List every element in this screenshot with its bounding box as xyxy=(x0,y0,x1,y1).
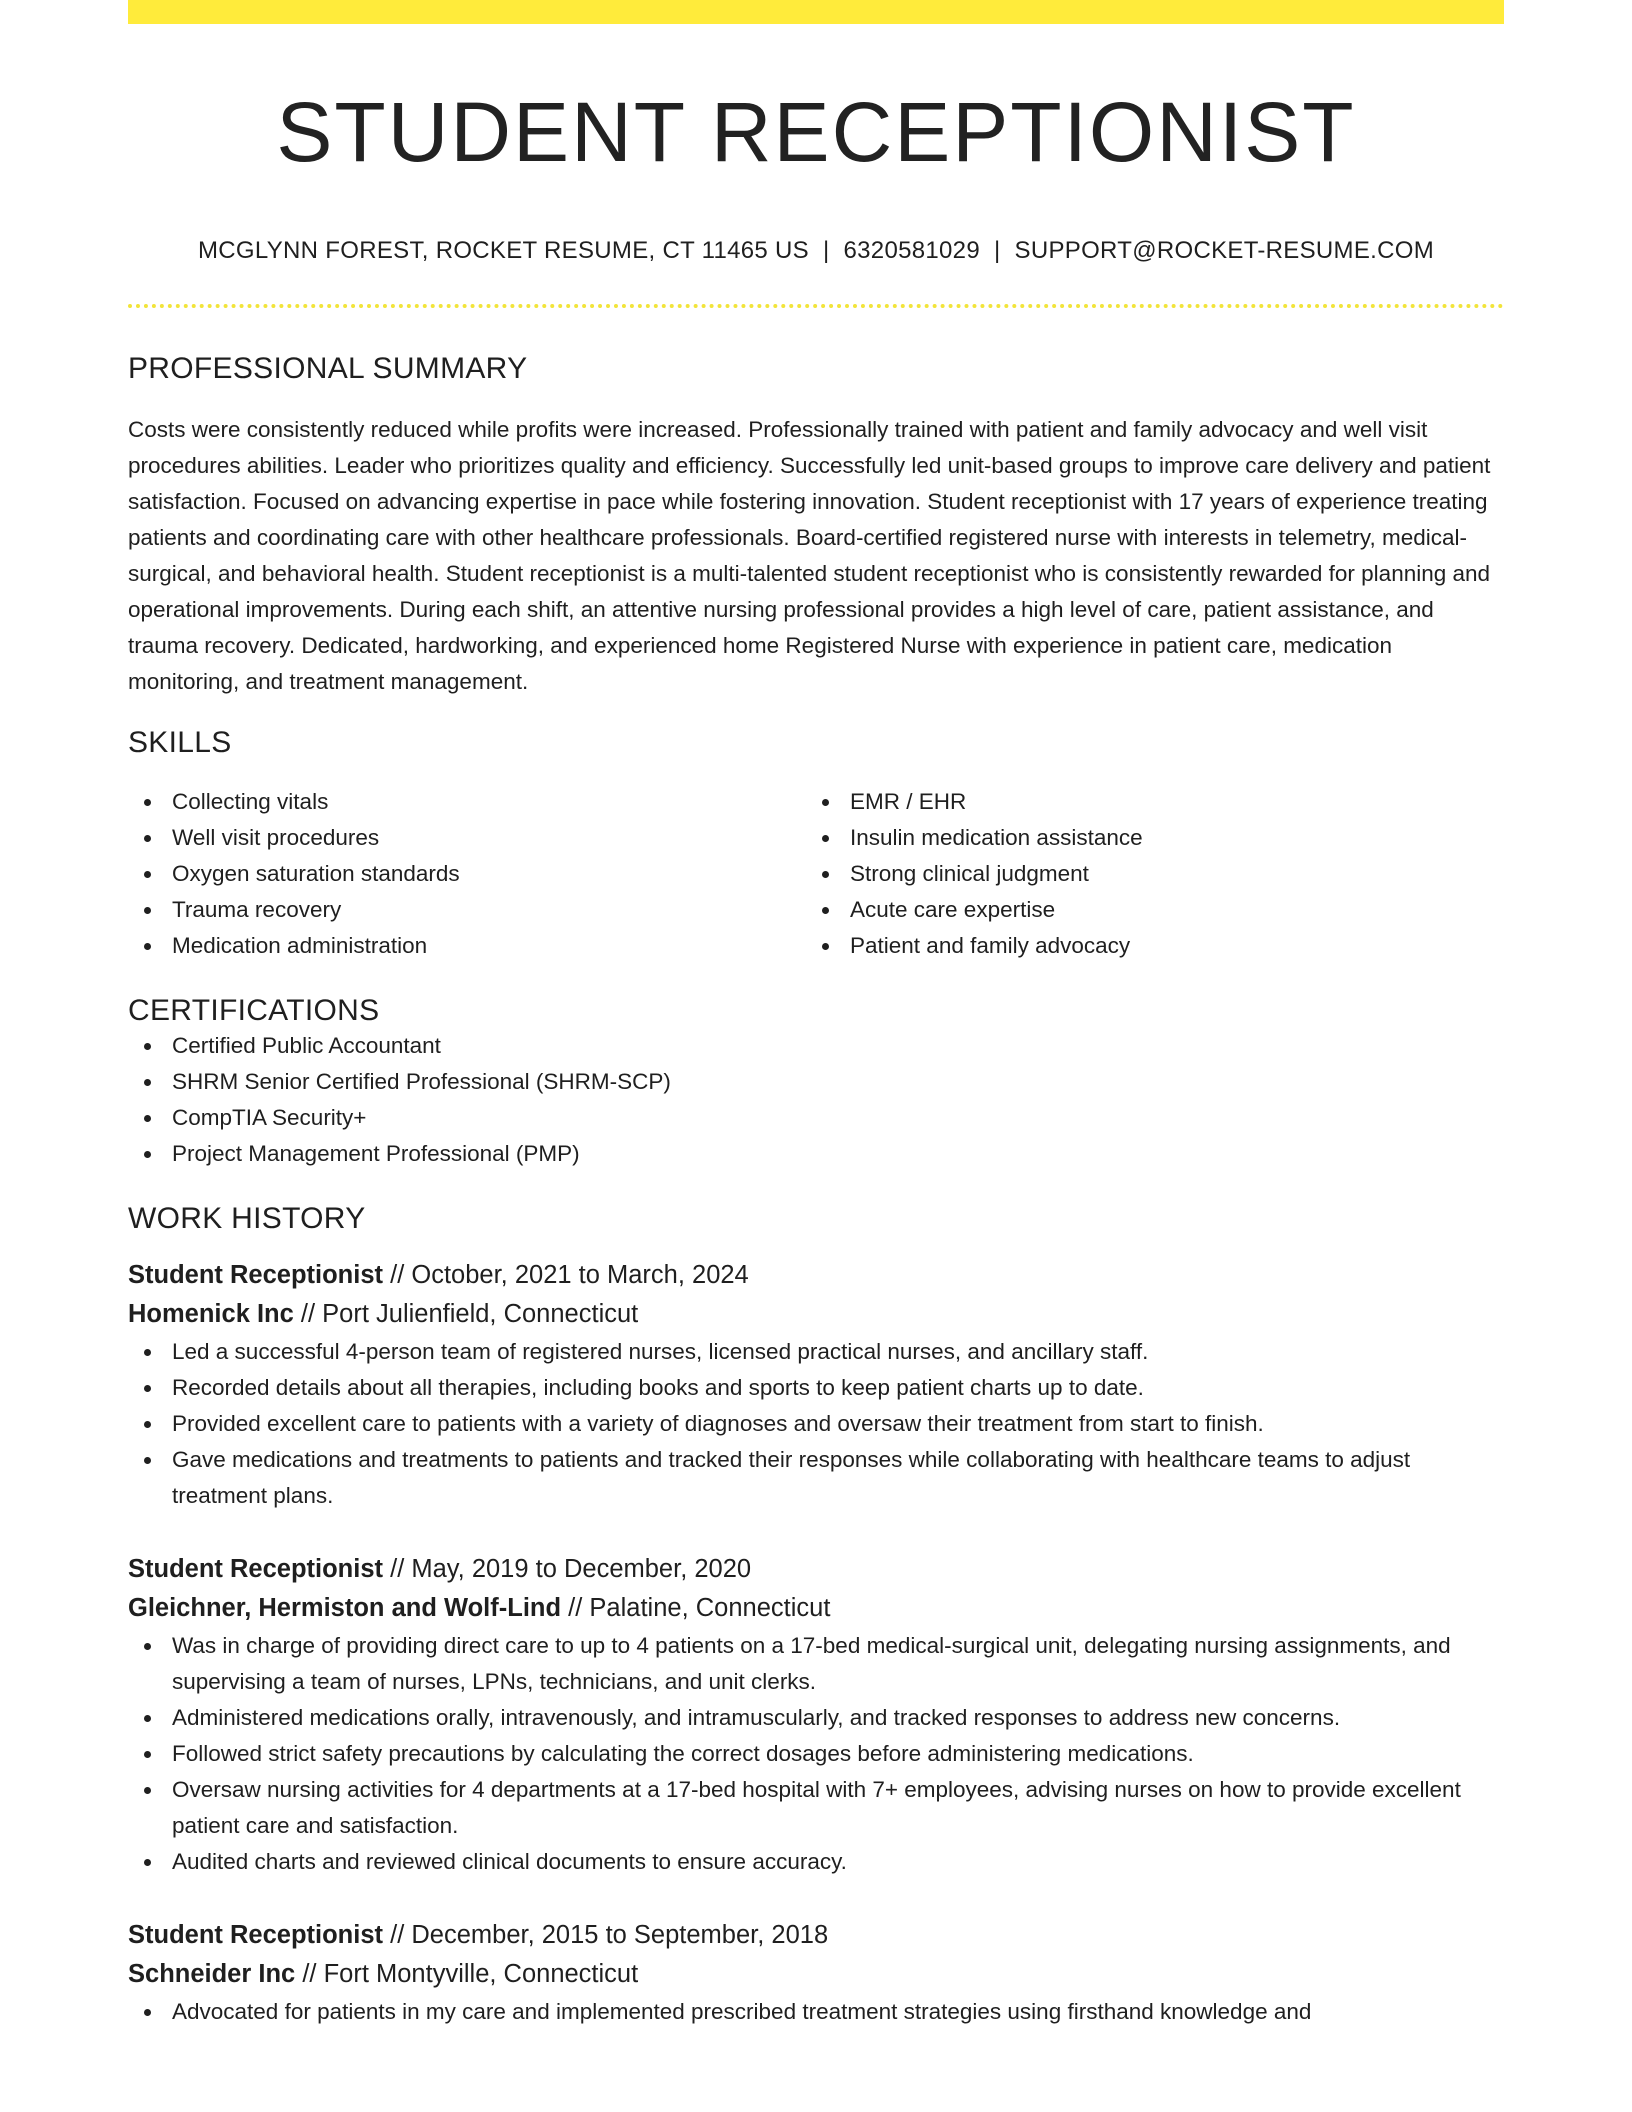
header-divider xyxy=(128,304,1504,308)
job-bullet-list xyxy=(128,1334,1504,1514)
summary-heading: PROFESSIONAL SUMMARY xyxy=(128,352,528,385)
job-dates: // May, 2019 to December, 2020 xyxy=(390,1555,752,1583)
job-location: // Fort Montyville, Connecticut xyxy=(302,1960,639,1988)
accent-top-bar xyxy=(128,0,1504,24)
job-bullet: Oversaw nursing activities for 4 departments at a 17-bed hospital with 7+ employees, advising nurses on how to provide excellent patient care and satisfaction. xyxy=(128,1772,1504,1844)
skill-item: EMR / EHR xyxy=(806,784,1484,820)
job-bullet: Provided excellent care to patients with a variety of diagnoses and oversaw their treatment from start to finish. xyxy=(128,1406,1504,1442)
skill-item: Collecting vitals xyxy=(128,784,806,820)
job-title: Student Receptionist xyxy=(128,1261,384,1289)
job-bullet: Advocated for patients in my care and implemented prescribed treatment strategies using firsthand knowledge and xyxy=(128,1994,1504,2030)
job-company: Gleichner, Hermiston and Wolf-Lind xyxy=(128,1594,562,1622)
job-title: Student Receptionist xyxy=(128,1921,384,1949)
job-title-line xyxy=(128,1916,1504,1955)
job-title-line xyxy=(128,1256,1504,1295)
job-dates: // October, 2021 to March, 2024 xyxy=(390,1261,749,1289)
contact-email[interactable]: SUPPORT@ROCKET-RESUME.COM xyxy=(1014,237,1434,264)
job-company-line xyxy=(128,1955,1504,1994)
skill-item: Medication administration xyxy=(128,928,806,964)
contact-line xyxy=(128,236,1504,266)
contact-separator: | xyxy=(822,237,830,264)
job-entry xyxy=(128,1256,1504,1514)
certifications-heading: CERTIFICATIONS xyxy=(128,994,380,1027)
job-bullet: Followed strict safety precautions by calculating the correct dosages before administering medications. xyxy=(128,1736,1504,1772)
skills-grid xyxy=(128,784,1504,964)
job-bullet: Led a successful 4-person team of registered nurses, licensed practical nurses, and ancillary staff. xyxy=(128,1334,1504,1370)
skill-item: Well visit procedures xyxy=(128,820,806,856)
job-bullet: Gave medications and treatments to patients and tracked their responses while collaborating with healthcare teams to adjust treatment plans. xyxy=(128,1442,1504,1514)
skills-column-right xyxy=(806,784,1484,964)
job-bullet-list xyxy=(128,1994,1504,2030)
job-bullet: Recorded details about all therapies, including books and sports to keep patient charts up to date. xyxy=(128,1370,1504,1406)
job-company: Homenick Inc xyxy=(128,1300,294,1328)
certifications-section xyxy=(128,994,1504,1172)
certification-item: CompTIA Security+ xyxy=(128,1100,1504,1136)
work-history-heading: WORK HISTORY xyxy=(128,1202,366,1235)
job-company-line xyxy=(128,1295,1504,1334)
skills-list-left xyxy=(128,784,806,964)
skill-item: Patient and family advocacy xyxy=(806,928,1484,964)
skills-list-right xyxy=(806,784,1484,964)
job-entry xyxy=(128,1550,1504,1880)
certification-item: Project Management Professional (PMP) xyxy=(128,1136,1504,1172)
job-location: // Palatine, Connecticut xyxy=(568,1594,831,1622)
resume-page xyxy=(128,0,1504,2030)
job-bullet: Audited charts and reviewed clinical documents to ensure accuracy. xyxy=(128,1844,1504,1880)
skill-item: Insulin medication assistance xyxy=(806,820,1484,856)
job-bullet: Administered medications orally, intravenously, and intramuscularly, and tracked responses to address new concerns. xyxy=(128,1700,1504,1736)
certification-item: SHRM Senior Certified Professional (SHRM-SCP) xyxy=(128,1064,1504,1100)
contact-address: MCGLYNN FOREST, ROCKET RESUME, CT 11465 US xyxy=(197,237,809,264)
certifications-list xyxy=(128,1028,1504,1172)
skill-item: Trauma recovery xyxy=(128,892,806,928)
skills-section xyxy=(128,726,1504,964)
skill-item: Strong clinical judgment xyxy=(806,856,1484,892)
work-history-section xyxy=(128,1202,1504,2030)
summary-text: Costs were consistently reduced while profits were increased. Professionally trained with patient and family advocacy and well visit procedures abilities. Leader who prioritizes quality and efficiency. Successfully led unit-based groups to improve care delivery and patient satisfaction. Focused on advancing expertise in pace while fostering innovation. Student receptionist with 17 years of experience treating patients and coordinating care with other healthcare professionals. Board-certified registered nurse with interests in telemetry, medical-surgical, and behavioral health. Student receptionist is a multi-talented student receptionist who is consistently rewarded for planning and operational improvements. During each shift, an attentive nursing professional provides a high level of care, patient assistance, and trauma recovery. Dedicated, hardworking, and experienced home Registered Nurse with experience in patient care, medication monitoring, and treatment management. xyxy=(128,417,1491,694)
job-company: Schneider Inc xyxy=(128,1960,296,1988)
job-location: // Port Julienfield, Connecticut xyxy=(300,1300,639,1328)
skills-column-left xyxy=(128,784,806,964)
contact-separator: | xyxy=(993,237,1001,264)
resume-title: STUDENT RECEPTIONIST xyxy=(276,85,1356,179)
job-entry xyxy=(128,1916,1504,2030)
skill-item: Acute care expertise xyxy=(806,892,1484,928)
certification-item: Certified Public Accountant xyxy=(128,1028,1504,1064)
job-title-line xyxy=(128,1550,1504,1589)
contact-phone[interactable]: 6320581029 xyxy=(843,237,980,264)
job-bullet: Was in charge of providing direct care to up to 4 patients on a 17-bed medical-surgical unit, delegating nursing assignments, and supervising a team of nurses, LPNs, technicians, and unit clerks. xyxy=(128,1628,1504,1700)
job-company-line xyxy=(128,1589,1504,1628)
job-dates: // December, 2015 to September, 2018 xyxy=(390,1921,829,1949)
summary-section xyxy=(128,352,1504,700)
skills-heading: SKILLS xyxy=(128,726,232,759)
skill-item: Oxygen saturation standards xyxy=(128,856,806,892)
job-bullet-list xyxy=(128,1628,1504,1880)
job-title: Student Receptionist xyxy=(128,1555,384,1583)
